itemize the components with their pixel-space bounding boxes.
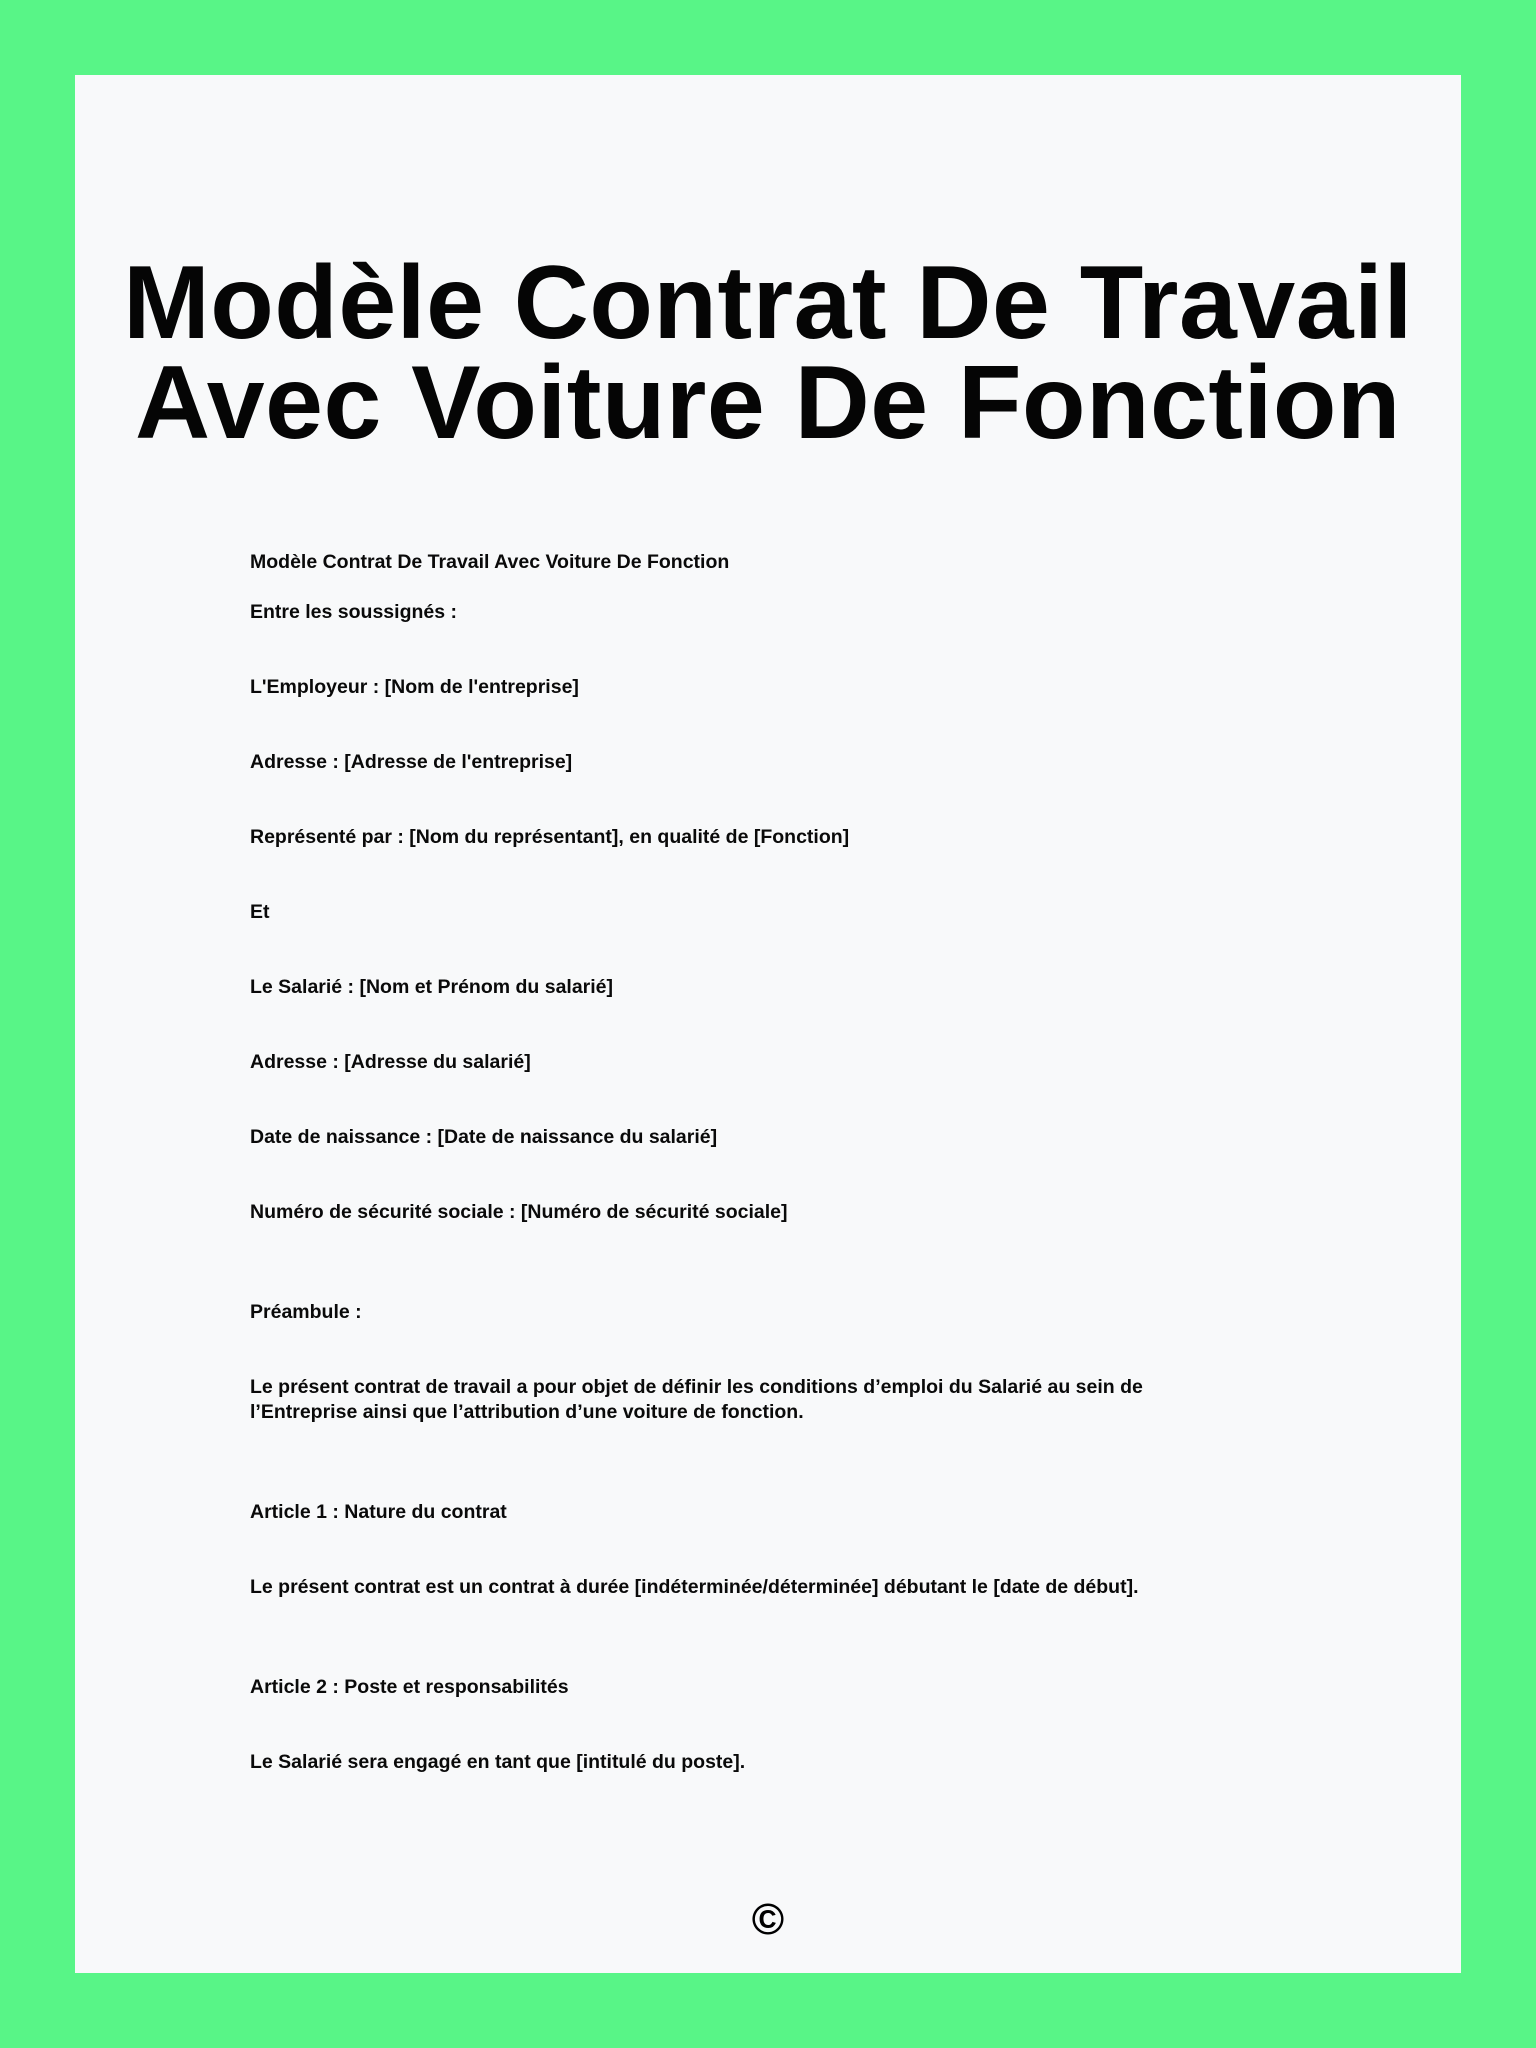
- birth-date-line: Date de naissance : [Date de naissance du salarié]: [250, 1126, 718, 1148]
- employer-address-line: Adresse : [Adresse de l'entreprise]: [250, 751, 573, 773]
- preamble-title: Préambule :: [250, 1301, 362, 1323]
- page-title: [75, 245, 1461, 461]
- copyright-icon: ©: [751, 1895, 785, 1944]
- document-heading: Modèle Contrat De Travail Avec Voiture De Fonction: [250, 551, 730, 573]
- preamble-text-line-2: l’Entreprise ainsi que l’attribution d’une voiture de fonction.: [250, 1401, 804, 1423]
- document-page: [75, 75, 1461, 1973]
- article-2-title: Article 2 : Poste et responsabilités: [250, 1676, 569, 1698]
- represented-by-line: Représenté par : [Nom du représentant], en qualité de [Fonction]: [250, 826, 850, 848]
- employer-line: L'Employeur : [Nom de l'entreprise]: [250, 676, 579, 698]
- title-line-1: Modèle Contrat De Travail: [123, 245, 1413, 361]
- social-security-line: Numéro de sécurité sociale : [Numéro de sécurité sociale]: [250, 1201, 788, 1223]
- article-1-text: Le présent contrat est un contrat à durée [indéterminée/déterminée] débutant le [date de début].: [250, 1576, 1139, 1598]
- title-line-2: Avec Voiture De Fonction: [135, 345, 1401, 461]
- employee-line: Le Salarié : [Nom et Prénom du salarié]: [250, 976, 614, 998]
- article-2-text: Le Salarié sera engagé en tant que [intitulé du poste].: [250, 1751, 746, 1773]
- article-1-title: Article 1 : Nature du contrat: [250, 1501, 507, 1523]
- preamble-text-line-1: Le présent contrat de travail a pour objet de définir les conditions d’emploi du Salarié au sein de: [250, 1376, 1143, 1398]
- employee-address-line: Adresse : [Adresse du salarié]: [250, 1051, 531, 1073]
- between-parties: Entre les soussignés :: [250, 601, 457, 623]
- and-line: Et: [250, 901, 270, 923]
